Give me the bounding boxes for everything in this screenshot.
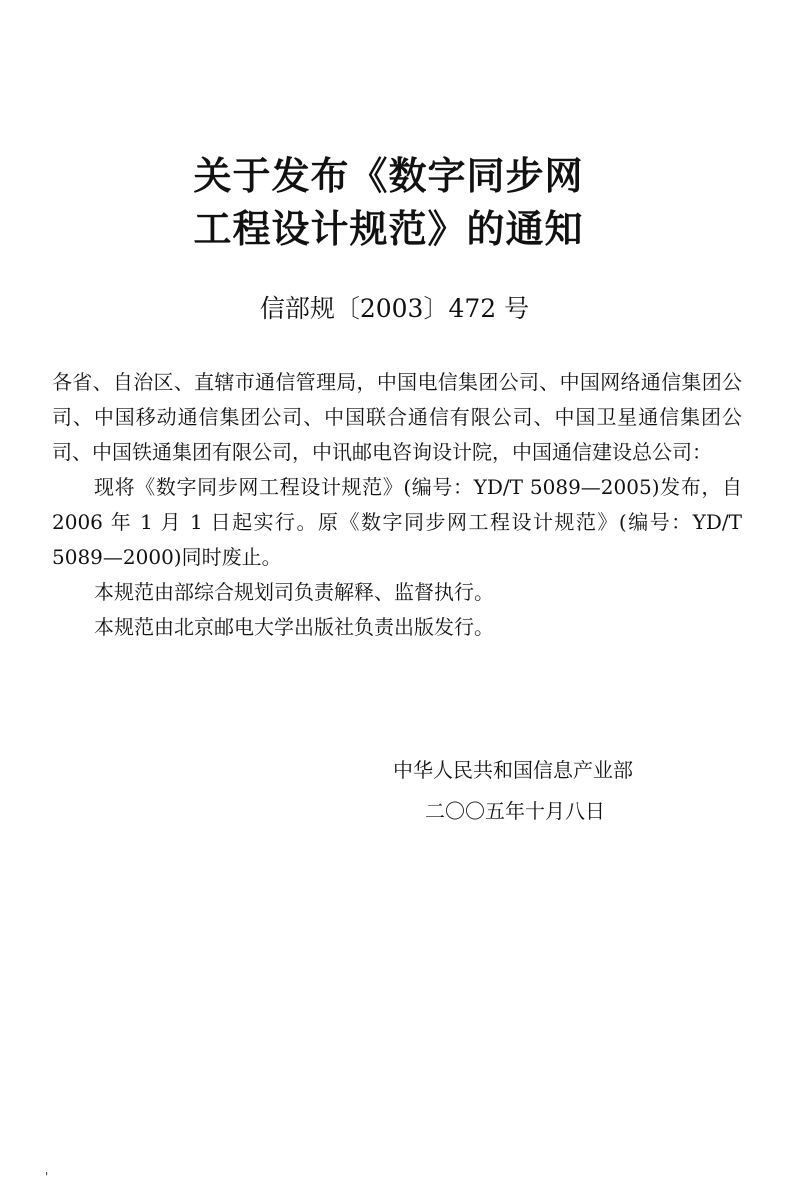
footer-mark: ' [45,1170,49,1184]
paragraph-release: 现将《数字同步网工程设计规范》(编号：YD/T 5089—2005)发布，自 2006 年 1 月 1 日起实行。原《数字同步网工程设计规范》(编号：YD/T 5089—2000)同时废止。 [52,475,742,569]
issuing-organization: 中华人民共和国信息产业部 [393,758,633,782]
title-line-1: 关于发布《数字同步网 [193,154,584,198]
addressees: 各省、自治区、直辖市通信管理局，中国电信集团公司、中国网络通信集团公司、中国移动通信集团公司、中国联合通信有限公司、中国卫星通信集团公司、中国铁通集团有限公司，中讯邮电咨询设计院，中国通信建设总公司： [52,370,742,464]
paragraph-interpretation: 本规范由部综合规划司负责解释、监督执行。 [94,580,494,604]
paragraph-publication: 本规范由北京邮电大学出版社负责出版发行。 [94,615,494,639]
issue-date: 二〇〇五年十月八日 [425,799,605,823]
notice-body [52,365,742,645]
title-line-2: 工程设计规范》的通知 [193,207,584,251]
document-number: 信部规〔2003〕472 号 [259,294,530,323]
